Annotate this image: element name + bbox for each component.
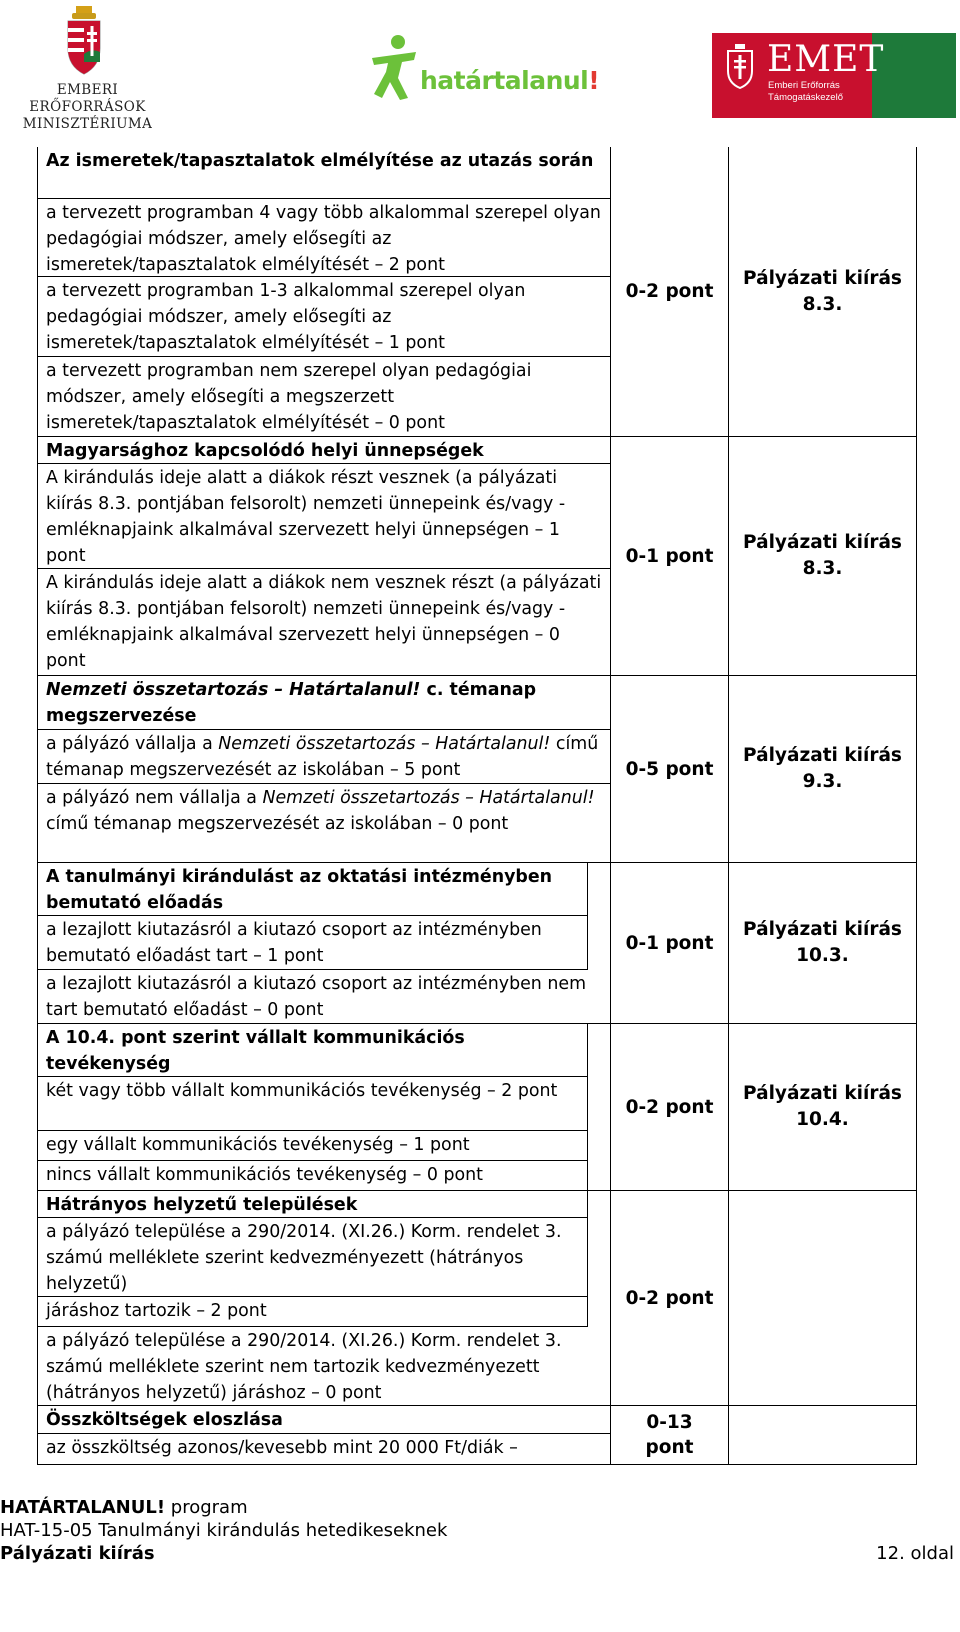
reference-label: Pályázati kiírás — [743, 919, 902, 940]
footer-call-title: HAT-15-05 Tanulmányi kirándulás hetedikeseknek — [0, 1520, 448, 1541]
criteria-heading: A tanulmányi kirándulást az oktatási intézményben bemutató előadás — [38, 863, 588, 916]
criteria-option: a lezajlott kiutazásról a kiutazó csoport az intézményben nem tart bemutató előadást – 0 pont — [46, 974, 587, 1020]
criteria-option: a tervezett programban nem szerepel olyan pedagógiai módszer, amely elősegíti a megszerzett ismeretek/tapasztalatok elmélyítését – 0 pont — [46, 361, 532, 433]
reference-cell — [729, 1024, 917, 1191]
reference-section: 10.3. — [796, 945, 849, 966]
points-range: 0-5 pont — [611, 676, 729, 863]
reference-label: Pályázati kiírás — [743, 267, 902, 289]
criteria-option: A kirándulás ideje alatt a diákok részt vesznek (a pályázati kiírás 8.3. pontjában felsorolt) nemzeti ünnepeink és/vagy -emléknapjaink alkalmával szervezett helyi ünnepségen – 1 pont — [38, 464, 610, 569]
criteria-group — [38, 1024, 917, 1191]
heading-italic-part: Nemzeti összetartozás – Határtalanul! — [46, 680, 421, 700]
criteria-group — [38, 437, 917, 676]
option-italic-text: Nemzeti összetartozás – Határtalanul! — [262, 788, 595, 808]
emet-sub-line1: Emberi Erőforrás — [768, 80, 840, 91]
reference-cell-empty — [729, 1191, 917, 1406]
reference-section: 9.3. — [802, 771, 843, 792]
footer-program-suffix: program — [165, 1497, 248, 1518]
emet-sub-line2: Támogatáskezelő — [768, 92, 843, 103]
reference-label: Pályázati kiírás — [743, 532, 902, 553]
criteria-option: a tervezett programban 1-3 alkalommal szerepel olyan pedagógiai módszer, amely elősegíti az ismeretek/tapasztalatok elmélyítését – 1 pont — [38, 277, 610, 357]
reference-cell — [729, 147, 917, 437]
points-range: 0-2 pont — [611, 1024, 729, 1191]
criteria-heading — [38, 676, 610, 730]
criteria-option — [38, 730, 610, 784]
points-range: 0-2 pont — [611, 1191, 729, 1406]
criteria-heading: Az ismeretek/tapasztalatok elmélyítése az utazás során — [38, 147, 610, 199]
points-range-line2: pont — [645, 1437, 694, 1458]
option-text: című témanap megszervezését az iskolában – 5 pont — [46, 734, 599, 780]
emmi-name-line2: MINISZTÉRIUMA — [22, 116, 153, 132]
reference-cell — [729, 676, 917, 863]
hungarian-crest-icon — [62, 4, 106, 76]
footer-program-name: HATÁRTALANUL! — [0, 1497, 166, 1518]
points-range-line1: 0-13 — [646, 1412, 693, 1433]
footer-doc-type: Pályázati kiírás — [0, 1543, 155, 1564]
criteria-option: két vagy több vállalt kommunikációs tevékenység – 2 pont — [38, 1077, 588, 1131]
reference-section: 8.3. — [802, 558, 843, 579]
option-text: a pályázó vállalja a — [46, 734, 219, 754]
points-range: 0-1 pont — [611, 863, 729, 1024]
criteria-option: a pályázó települése a 290/2014. (XI.26.) Korm. rendelet 3. számú melléklete szerint kedvezményezett (hátrányos helyzetű) — [38, 1218, 588, 1297]
page-number: 12. oldal — [876, 1543, 954, 1564]
emet-crest-icon — [726, 43, 754, 89]
points-range: 0-2 pont — [611, 147, 729, 437]
points-range — [611, 1406, 729, 1465]
reference-cell — [729, 437, 917, 676]
evaluation-criteria-table — [37, 147, 917, 1465]
reference-label: Pályázati kiírás — [743, 1083, 902, 1104]
criteria-group — [38, 147, 917, 437]
criteria-option: egy vállalt kommunikációs tevékenység – 1 pont — [38, 1131, 588, 1161]
criteria-option: a pályázó települése a 290/2014. (XI.26.) Korm. rendelet 3. számú melléklete szerint nem tartozik kedvezményezett (hátrányos helyzetű) járáshoz – 0 pont — [46, 1331, 562, 1403]
criteria-group — [38, 1406, 917, 1465]
reference-label: Pályázati kiírás — [743, 745, 902, 766]
criteria-heading: A 10.4. pont szerint vállalt kommunikációs tevékenység — [38, 1024, 588, 1077]
reference-section: 10.4. — [796, 1109, 849, 1130]
running-figure-icon — [368, 32, 424, 102]
criteria-heading: Magyarsághoz kapcsolódó helyi ünnepségek — [38, 437, 610, 464]
emmi-logo — [0, 0, 175, 132]
heading-rest: c. témanap megszervezése — [46, 680, 537, 726]
criteria-option: a lezajlott kiutazásról a kiutazó csoport az intézményben bemutató előadást tart – 1 pont — [38, 916, 588, 970]
criteria-option: az összköltség azonos/kevesebb mint 20 000 Ft/diák – — [46, 1438, 518, 1458]
hatartalanul-exclamation: ! — [588, 66, 600, 95]
emmi-name-line1: EMBERI ERŐFORRÁSOK — [29, 82, 146, 115]
option-text: című témanap megszervezését az iskolában – 0 pont — [46, 814, 509, 834]
option-italic-text: Nemzeti összetartozás – Határtalanul! — [218, 734, 551, 754]
emet-logo — [712, 33, 956, 118]
reference-cell — [729, 863, 917, 1024]
criteria-group — [38, 1191, 917, 1406]
hatartalanul-logo — [368, 28, 598, 108]
page-footer — [0, 1496, 960, 1565]
criteria-group — [38, 863, 917, 1024]
reference-section: 8.3. — [802, 293, 843, 315]
emet-wordmark: EMET — [767, 39, 885, 80]
criteria-option — [38, 784, 610, 862]
criteria-heading: Hátrányos helyzetű települések — [38, 1191, 588, 1218]
criteria-option: járáshoz tartozik – 2 pont — [38, 1297, 588, 1327]
criteria-heading: Összköltségek eloszlása — [38, 1406, 610, 1434]
hatartalanul-wordmark: határtalanul — [420, 66, 589, 95]
points-range: 0-1 pont — [611, 437, 729, 676]
footer-program — [0, 1496, 960, 1519]
criteria-group — [38, 676, 917, 863]
reference-cell-empty — [729, 1406, 917, 1465]
criteria-option: nincs vállalt kommunikációs tevékenység – 0 pont — [38, 1161, 588, 1190]
criteria-option: A kirándulás ideje alatt a diákok nem vesznek részt (a pályázati kiírás 8.3. pontjában felsorolt) nemzeti ünnepeink és/vagy -emléknapjaink alkalmával szervezett helyi ünnepségen – 0 pont — [46, 573, 602, 671]
criteria-option: a tervezett programban 4 vagy több alkalommal szerepel olyan pedagógiai módszer, amely elősegíti az ismeretek/tapasztalatok elmélyítését – 2 pont — [38, 199, 610, 277]
option-text: a pályázó nem vállalja a — [46, 788, 263, 808]
